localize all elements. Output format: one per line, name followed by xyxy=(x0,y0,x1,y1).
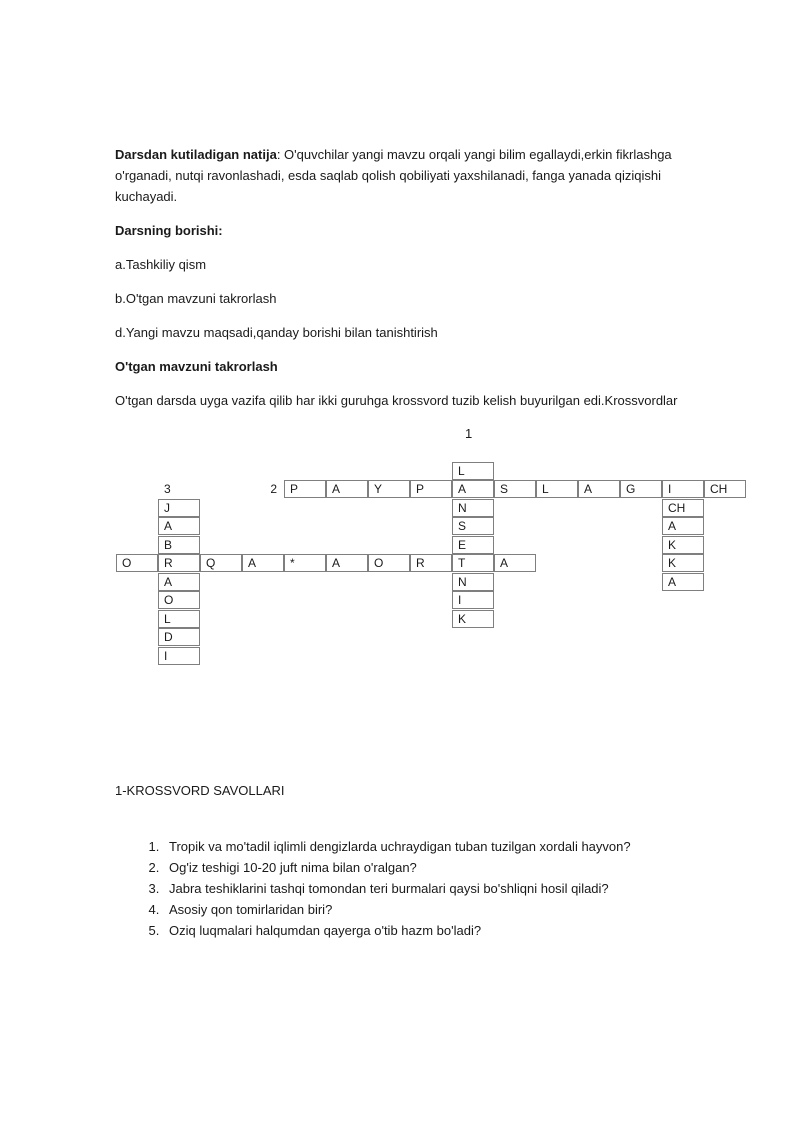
crossword-cell: A xyxy=(326,480,368,498)
crossword-cell: B xyxy=(158,536,200,554)
crossword-cell: A xyxy=(326,554,368,572)
step-d: d.Yangi mavzu maqsadi,qanday borishi bilan tanishtirish xyxy=(115,325,438,340)
step-b: b.O'tgan mavzuni takrorlash xyxy=(115,291,277,306)
crossword-cell: Q xyxy=(200,554,242,572)
crossword-cell: G xyxy=(620,480,662,498)
crossword-cell: CH xyxy=(662,499,704,517)
crossword-cell: N xyxy=(452,573,494,591)
crossword-number-2: 2 xyxy=(270,482,277,496)
crossword-cell: A xyxy=(158,517,200,535)
crossword-cell: Y xyxy=(368,480,410,498)
question-item: 2. Og'iz teshigi 10-20 juft nima bilan o'ralgan? xyxy=(163,857,631,878)
crossword-cell: R xyxy=(158,554,200,572)
crossword-cell: A xyxy=(158,573,200,591)
crossword-cell: I xyxy=(158,647,200,665)
crossword-cell: K xyxy=(662,554,704,572)
questions-title: 1-KROSSVORD SAVOLLARI xyxy=(115,783,285,798)
step-a: a.Tashkiliy qism xyxy=(115,257,207,272)
crossword-cell: A xyxy=(242,554,284,572)
crossword-cell: S xyxy=(452,517,494,535)
question-item: 4. Asosiy qon tomirlaridan biri? xyxy=(163,899,631,920)
crossword-cell: K xyxy=(452,610,494,628)
crossword-cell: A xyxy=(494,554,536,572)
crossword-cell: I xyxy=(662,480,704,498)
crossword-cell: E xyxy=(452,536,494,554)
question-item: 1. Tropik va mo'tadil iqlimli dengizlarda uchraydigan tuban tuzilgan xordali hayvon? xyxy=(163,836,631,857)
crossword-cell: CH xyxy=(704,480,746,498)
crossword-cell: * xyxy=(284,554,326,572)
intro-text: : O'quvchilar yangi mavzu orqali yangi bilim egallaydi,erkin fikrlashga o'rganadi, nutqi ravonlashadi, esda saqlab qolish qobiliyati yaxshilanadi, fanga yanada qiziqishi kuchayadi. xyxy=(115,147,672,204)
crossword-cell: K xyxy=(662,536,704,554)
crossword-cell: A xyxy=(662,517,704,535)
question-item: 5. Oziq luqmalari halqumdan qayerga o'tib hazm bo'ladi? xyxy=(163,920,631,941)
crossword-cell: D xyxy=(158,628,200,646)
intro-paragraph xyxy=(115,144,715,207)
crossword-cell: P xyxy=(410,480,452,498)
crossword-number-1: 1 xyxy=(465,426,473,441)
crossword-cell: O xyxy=(116,554,158,572)
crossword-cell: R xyxy=(410,554,452,572)
question-item: 3. Jabra teshiklarini tashqi tomondan teri burmalari qaysi bo'shliqni hosil qiladi? xyxy=(163,878,631,899)
crossword-cell: I xyxy=(452,591,494,609)
progress-title: Darsning borishi: xyxy=(115,223,223,238)
crossword-cell: A xyxy=(578,480,620,498)
crossword-cell: L xyxy=(158,610,200,628)
crossword-cell: J xyxy=(158,499,200,517)
crossword-cell: L xyxy=(536,480,578,498)
review-text: O'tgan darsda uyga vazifa qilib har ikki guruhga krossvord tuzib kelish buyurilgan edi.Krossvordlar xyxy=(115,393,678,408)
crossword-cell: A xyxy=(662,573,704,591)
questions-list xyxy=(115,836,631,941)
crossword-number-3: 3 xyxy=(164,482,171,496)
crossword-cell: O xyxy=(368,554,410,572)
crossword-cell: L xyxy=(452,462,494,480)
crossword-cell: P xyxy=(284,480,326,498)
crossword-cell: N xyxy=(452,499,494,517)
crossword-cell: T xyxy=(452,554,494,572)
intro-label: Darsdan kutiladigan natija xyxy=(115,147,277,162)
crossword-cell: A xyxy=(452,480,494,498)
crossword-cell: O xyxy=(158,591,200,609)
crossword-cell: S xyxy=(494,480,536,498)
review-title: O'tgan mavzuni takrorlash xyxy=(115,359,278,374)
